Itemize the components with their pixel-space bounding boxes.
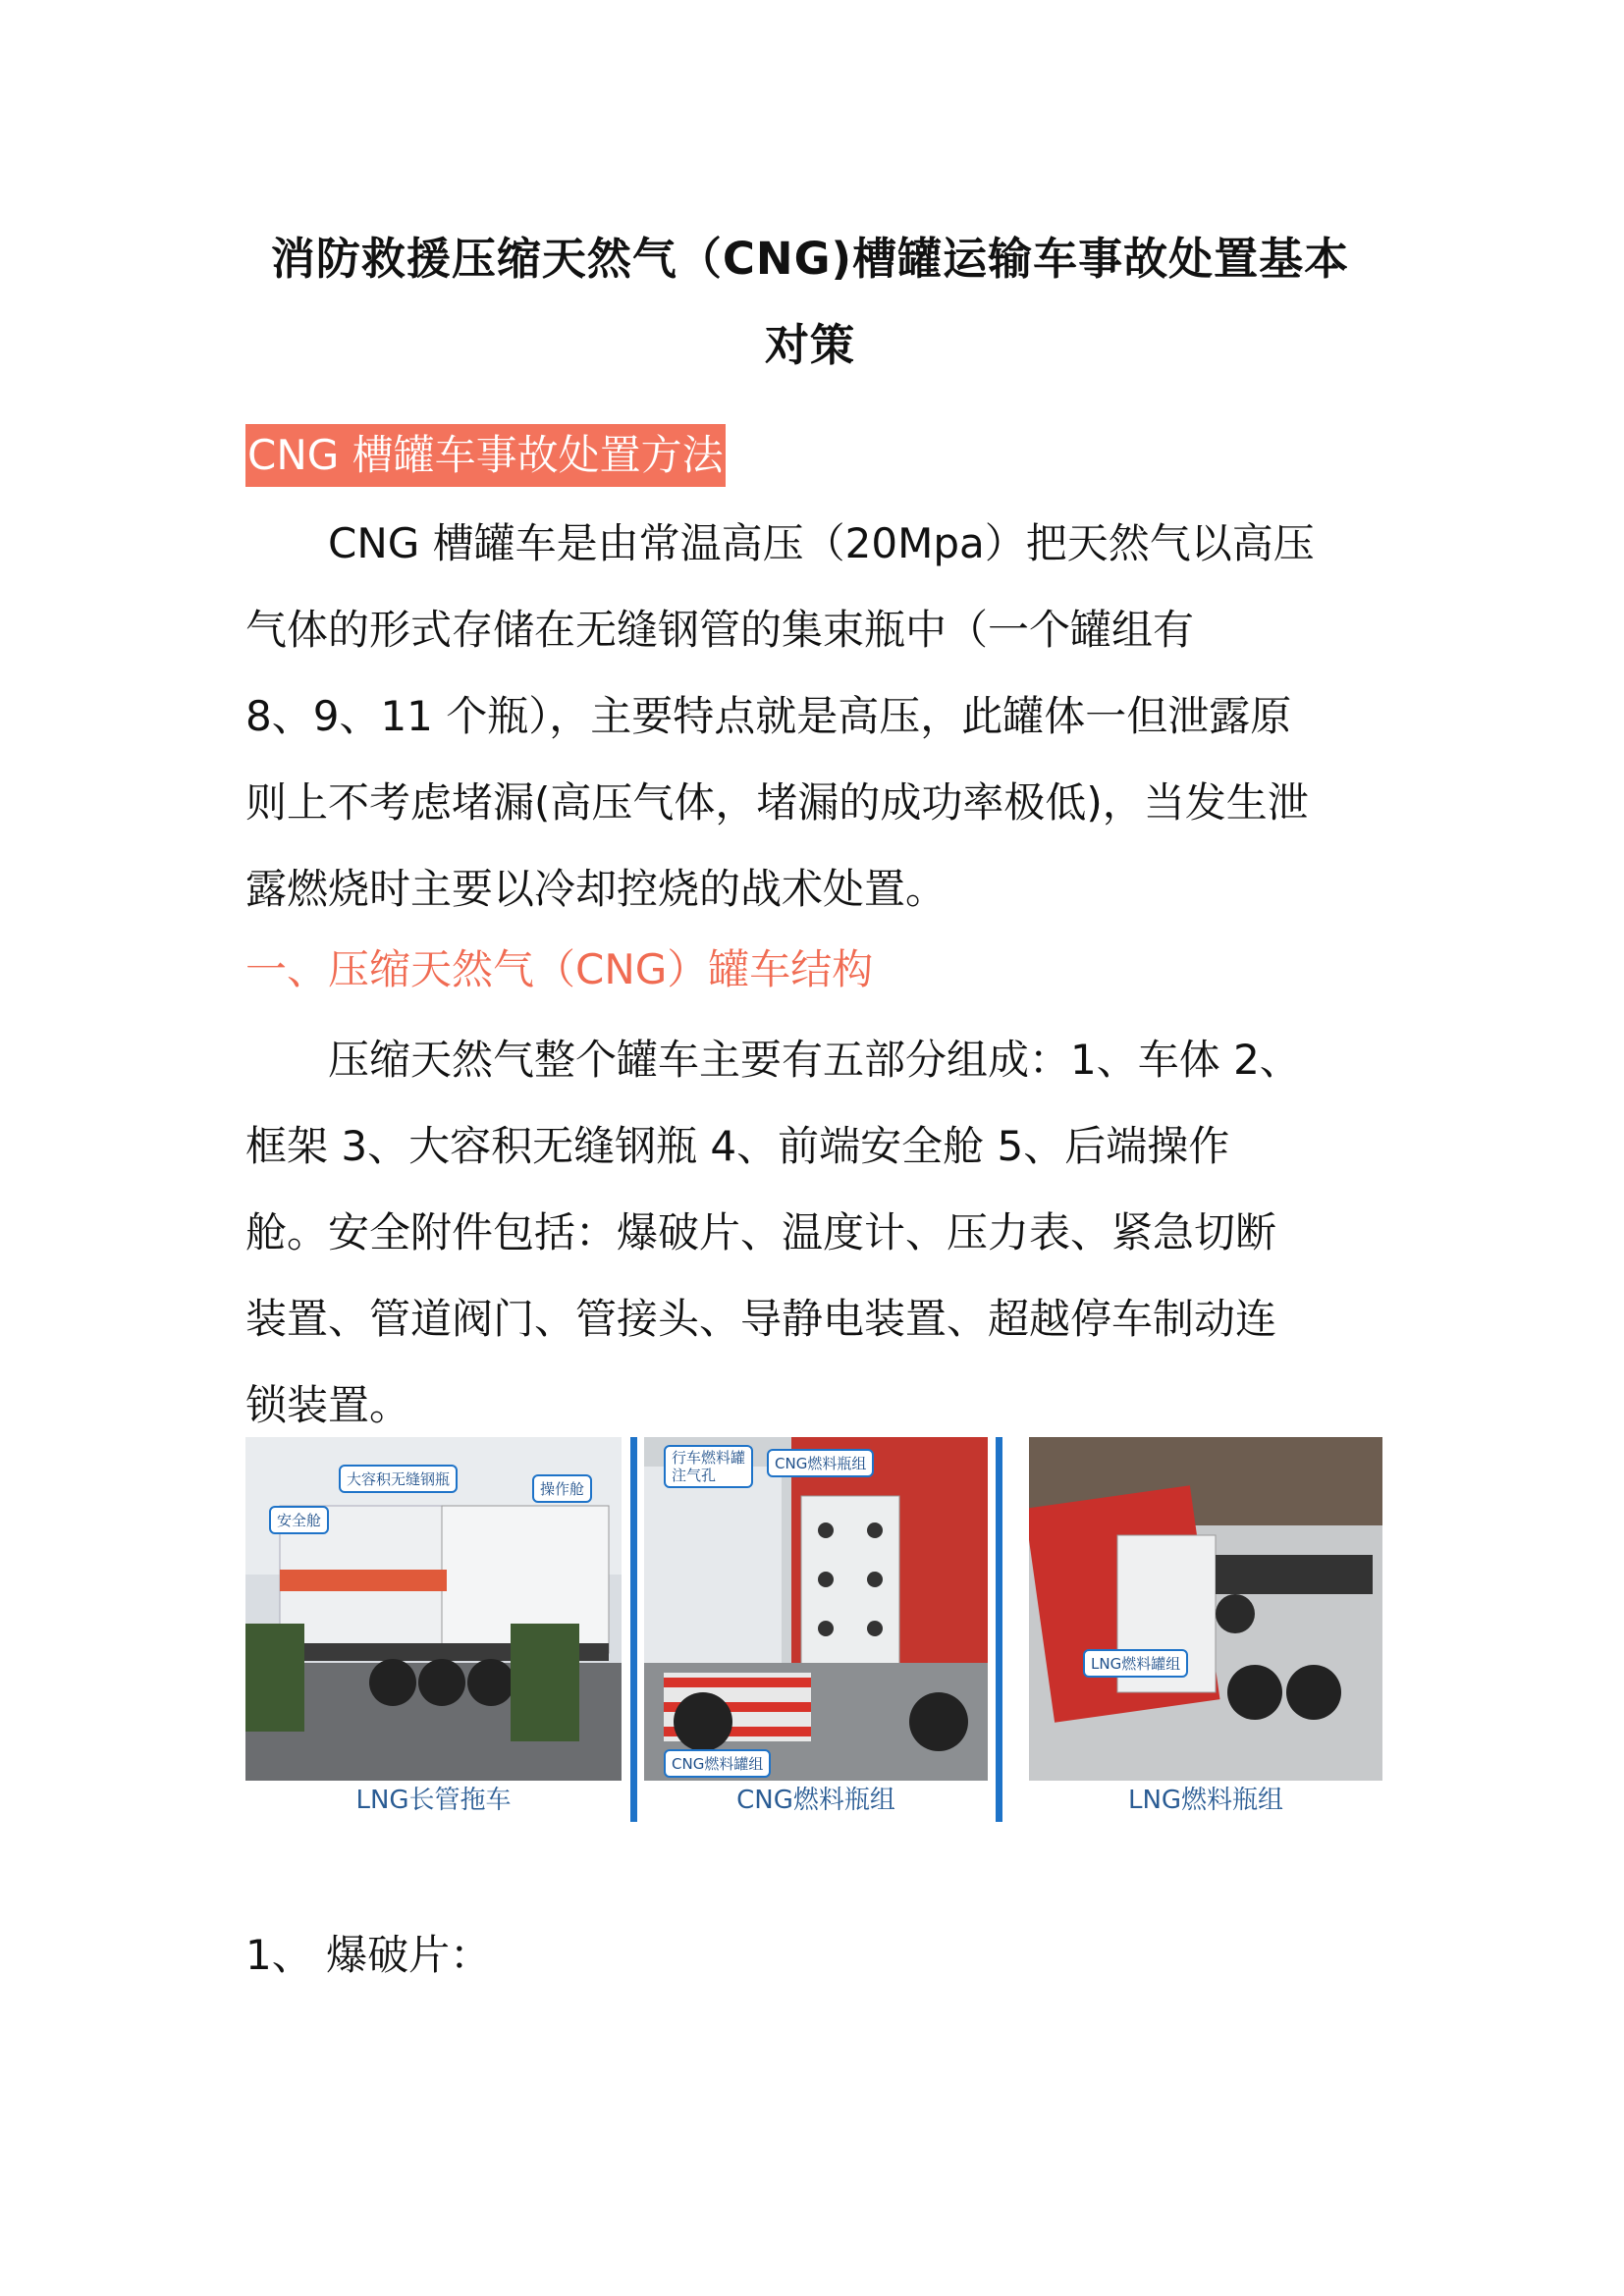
label-cng-tank-group: CNG燃料罐组 [664,1749,771,1778]
truck-photo-figure [245,1437,1382,1822]
cng-fuel-photo [644,1437,988,1781]
structure-paragraph [245,1017,1384,1449]
caption-lng-tube-trailer: LNG长管拖车 [355,1786,512,1815]
heading-structure: 一、压缩天然气（CNG）罐车结构 [245,945,874,993]
structure-line: 锁装置。 [245,1381,411,1429]
label-cng-fuel-group: CNG燃料瓶组 [767,1449,874,1477]
caption-cng-fuel-group: CNG燃料瓶组 [736,1786,895,1815]
photo-panel-lng-fuel [1029,1437,1382,1822]
structure-line: 装置、管道阀门、管接头、导静电装置、超越停车制动连 [245,1295,1277,1343]
lng-fuel-photo [1029,1437,1382,1781]
intro-line: CNG 槽罐车是由常温高压（20Mpa）把天然气以高压 [245,519,1315,567]
structure-line: 舱。安全附件包括：爆破片、温度计、压力表、紧急切断 [245,1208,1277,1256]
item-rupture-disc: 1、 爆破片： [245,1931,492,1979]
label-seamless-cylinder: 大容积无缝钢瓶 [339,1465,458,1493]
structure-line: 压缩天然气整个罐车主要有五部分组成：1、车体 2、 [245,1036,1301,1084]
photo-panel-cng-fuel [644,1437,988,1822]
structure-line: 框架 3、大容积无缝钢瓶 4、前端安全舱 5、后端操作 [245,1122,1230,1170]
label-operation-cabin: 操作舱 [532,1474,592,1503]
document-title [245,216,1375,389]
label-lng-tank-group: LNG燃料罐组 [1083,1649,1188,1678]
caption-lng-fuel-group: LNG燃料瓶组 [1127,1786,1284,1815]
photo-panel-tube-trailer [245,1437,622,1822]
label-refuel-port: 行车燃料罐 注气孔 [664,1445,753,1488]
figure-divider [630,1437,637,1822]
intro-line: 则上不考虑堵漏(高压气体，堵漏的成功率极低)，当发生泄 [245,778,1309,827]
figure-divider [996,1437,1002,1822]
intro-line: 露燃烧时主要以冷却控烧的战术处置。 [245,865,947,913]
label-safety-cabin: 安全舱 [269,1506,329,1534]
intro-paragraph [245,501,1384,933]
title-line-2: 对策 [764,319,855,371]
intro-line: 气体的形式存储在无缝钢管的集束瓶中（一个罐组有 [245,606,1195,654]
intro-line: 8、9、11 个瓶），主要特点就是高压，此罐体一但泄露原 [245,692,1292,740]
section-highlight-heading: CNG 槽罐车事故处置方法 [245,424,726,487]
title-line-1: 消防救援压缩天然气（CNG)槽罐运输车事故处置基本 [270,233,1350,285]
